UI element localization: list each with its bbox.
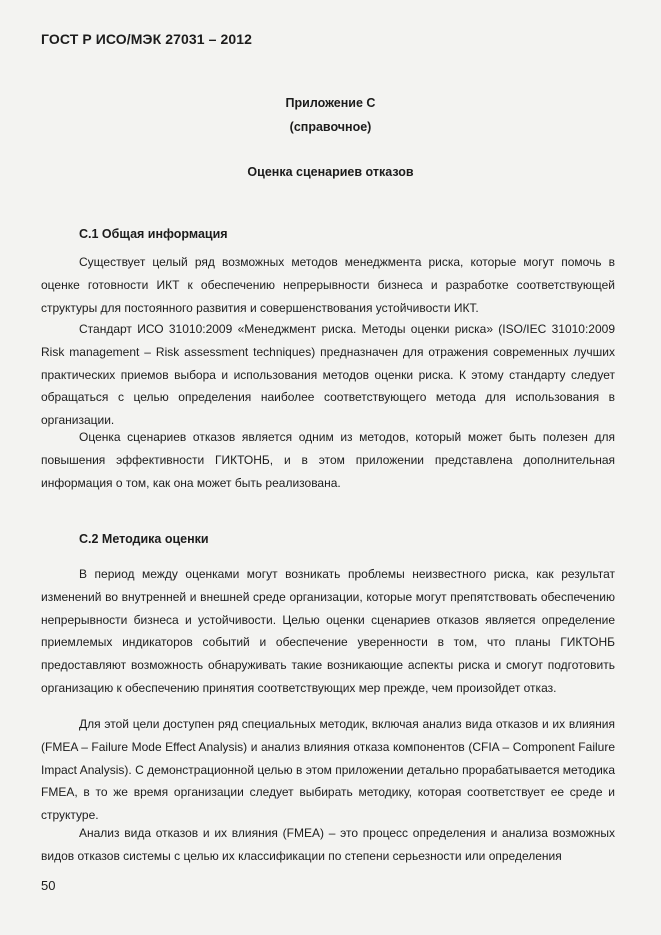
paragraph: Существует целый ряд возможных методов менеджмента риска, которые могут помочь в оценке готовности ИКТ к обеспечению непрерывности бизнеса и разработке соответствующей структуры для постоянного развития и совершенствования устойчивости ИКТ. <box>41 255 615 315</box>
paragraph: Оценка сценариев отказов является одним из методов, который может быть полезен для повышения эффективности ГИКТОНБ, и в этом приложении представлена дополнительная информация о том, как она может быть реализована. <box>41 430 615 490</box>
section-heading-c2: С.2 Методика оценки <box>79 532 209 546</box>
paragraph: Анализ вида отказов и их влияния (FMEA) – это процесс определения и анализа возможных видов отказов системы с целью их классификации по степени серьезности или определения <box>41 826 615 863</box>
paragraph: Стандарт ИСО 31010:2009 «Менеджмент риска. Методы оценки риска» (ISO/IEC 31010:2009 Risk management – Risk assessment techniques) предназначен для отражения современных лучших практических приемов выбора и использования методов оценки риска. К этому стандарту следует обращаться с целью определения наиболее соответствующего метода для использования в организации. <box>41 322 615 428</box>
paragraph: В период между оценками могут возникать проблемы неизвестного риска, как результат изменений во внутренней и внешней среде организации, которые могут препятствовать обеспечению непрерывности бизнеса и устойчивости. Целью оценки сценариев отказов является определение приемлемых индикаторов событий и обеспечение уверенности в том, что планы ГИКТОНБ предоставляют возможность обнаруживать такие возникающие аспекты риска и смогут подготовить организацию к обеспечению принятия соответствующих мер прежде, чем произойдет отказ. <box>41 567 615 695</box>
page-number: 50 <box>41 878 56 893</box>
document-header: ГОСТ Р ИСО/МЭК 27031 – 2012 <box>41 31 253 47</box>
appendix-note: (справочное) <box>289 120 372 134</box>
paragraph: Для этой цели доступен ряд специальных методик, включая анализ вида отказов и их влияния (FMEA – Failure Mode Effect Analysis) и анализ влияния отказа компонентов (CFIA – Component Failure Impact Analysis). С демонстрационной целью в этом приложении детально прорабатывается методика FMEA, в то же время организации следует выбирать методику, которая соответствует ее среде и структуре. <box>41 717 615 823</box>
appendix-title: Приложение С <box>285 96 376 110</box>
appendix-heading: Оценка сценариев отказов <box>247 165 414 179</box>
section-heading-c1: С.1 Общая информация <box>79 227 228 241</box>
